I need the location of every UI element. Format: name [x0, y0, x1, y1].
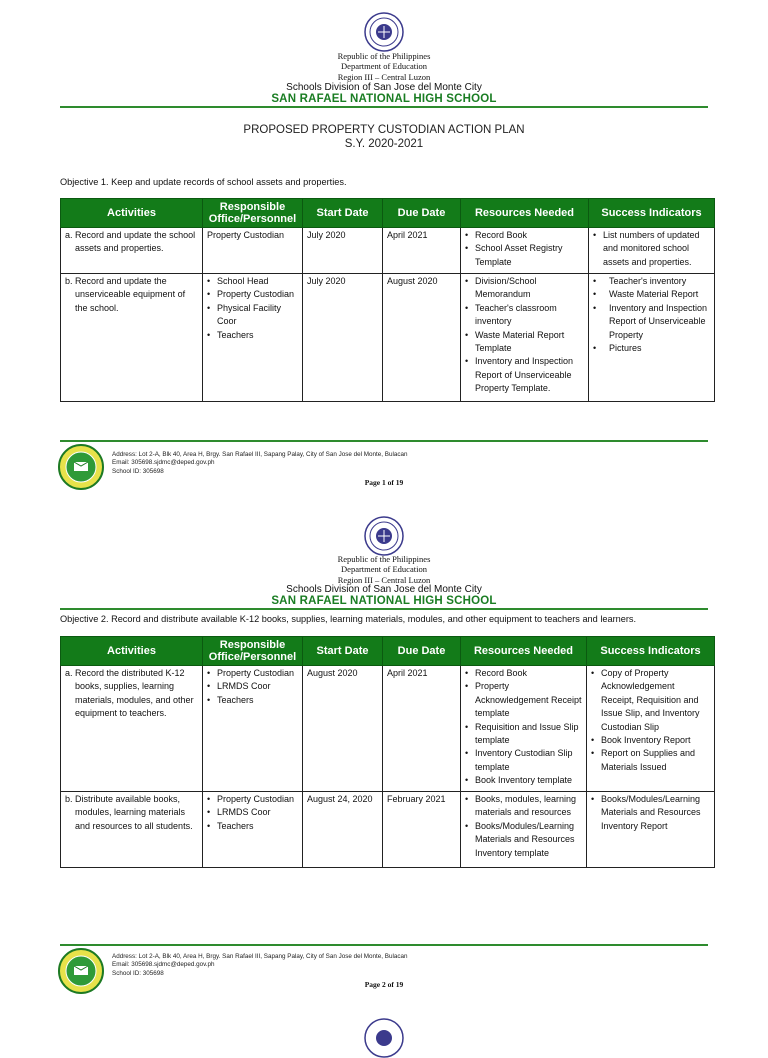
due-date: April 2021 [383, 666, 461, 792]
list-item: • Division/School Memorandum [465, 275, 584, 302]
resources-list [465, 667, 582, 788]
footer-rule [60, 944, 708, 946]
activity-text: b. Record and update the unserviceable equipment of the school. [65, 276, 186, 313]
region-label: Region III – Central Luzon [337, 575, 431, 585]
responsible-text: Property Custodian [203, 228, 303, 274]
activity-text: b. Distribute available books, modules, learning materials and resources to all students. [65, 794, 193, 831]
due-date: April 2021 [383, 228, 461, 274]
list-item: • Waste Material Report Template [465, 329, 584, 356]
start-date: August 24, 2020 [303, 792, 383, 868]
list-item: • Property Custodian [207, 288, 298, 301]
list-item: • Inventory Custodian Slip template [465, 747, 582, 774]
school-name: SAN RAFAEL NATIONAL HIGH SCHOOL [271, 595, 497, 607]
department-label: Department of Education [341, 564, 427, 574]
col-indicators: Success Indicators [589, 199, 715, 228]
responsible-list [207, 667, 298, 707]
list-item: • Record Book [465, 229, 584, 242]
list-item: • Copy of Property Acknowledgement Receipt, Requisition and Issue Slip, and Inventory Custodian Slip [591, 667, 710, 734]
footer-address: Address: Lot 2-A, Blk 40, Area H, Brgy. San Rafael III, Sapang Palay, City of San Jose del Monte, Bulacan [112, 953, 408, 960]
activity-text: a. Record and update the school assets and properties. [65, 230, 196, 254]
department-label: Department of Education [341, 61, 427, 71]
start-date: July 2020 [303, 228, 383, 274]
list-item: • Report on Supplies and Materials Issued [591, 747, 710, 774]
col-due-date: Due Date [383, 199, 461, 228]
objective-2: Objective 2. Record and distribute available K-12 books, supplies, learning materials, modules, and other equipment to teachers and learners. [60, 614, 637, 624]
list-item: • Requisition and Issue Slip template [465, 721, 582, 748]
list-item: • Record Book [465, 667, 582, 680]
list-item: • Property Custodian [207, 667, 298, 680]
list-item: • School Asset Registry Template [465, 242, 584, 269]
col-responsible: Responsible Office/Personnel [203, 637, 303, 666]
list-item: • List numbers of updated and monitored school assets and properties. [593, 229, 710, 269]
list-item: • Teachers [207, 694, 298, 707]
division-label: Schools Division of San Jose del Monte City [286, 82, 482, 93]
start-date: August 2020 [303, 666, 383, 792]
list-item: • Books/Modules/Learning Materials and Resources Inventory template [465, 820, 582, 860]
col-start-date: Start Date [303, 637, 383, 666]
due-date: February 2021 [383, 792, 461, 868]
activity-text: a. Record the distributed K-12 books, supplies, learning materials, modules, and other equipment to teachers. [65, 668, 194, 719]
col-indicators: Success Indicators [587, 637, 715, 666]
list-item: • Book Inventory Report [591, 734, 710, 747]
page-number: Page 2 of 19 [364, 980, 404, 989]
republic-label: Republic of the Philippines [337, 51, 431, 61]
col-resources: Resources Needed [461, 199, 589, 228]
document-title: PROPOSED PROPERTY CUSTODIAN ACTION PLAN [243, 124, 525, 136]
school-year: S.Y. 2020-2021 [344, 138, 424, 150]
list-item: • Teacher's inventory [593, 275, 710, 288]
table-row [61, 792, 715, 868]
list-item: • LRMDS Coor [207, 806, 298, 819]
region-label: Region III – Central Luzon [337, 72, 431, 82]
list-item: • Book Inventory template [465, 774, 582, 787]
resources-list [465, 793, 582, 860]
list-item: • Books/Modules/Learning Materials and Resources Inventory Report [591, 793, 710, 833]
list-item: • Property Custodian [207, 793, 298, 806]
list-item: • Books, modules, learning materials and resources [465, 793, 582, 820]
deped-seal-icon [364, 1018, 404, 1058]
header-rule [60, 608, 708, 610]
responsible-list [207, 793, 298, 833]
objective-1: Objective 1. Keep and update records of school assets and properties. [60, 177, 347, 187]
list-item: • Pictures [593, 342, 710, 355]
list-item: • Waste Material Report [593, 288, 710, 301]
footer-email: Email: 305698.sjdmc@deped.gov.ph [112, 961, 215, 969]
list-item: • Inventory and Inspection Report of Unserviceable Property [593, 302, 710, 342]
footer-school-id: School ID: 305698 [112, 969, 164, 977]
footer-address: Address: Lot 2-A, Blk 40, Area H, Brgy. San Rafael III, Sapang Palay, City of San Jose del Monte, Bulacan [112, 451, 408, 458]
col-responsible: Responsible Office/Personnel [203, 199, 303, 228]
action-plan-table-2 [60, 636, 715, 868]
table-row [61, 666, 715, 792]
indicators-list [591, 667, 710, 774]
start-date: July 2020 [303, 274, 383, 402]
list-item: • Teachers [207, 820, 298, 833]
school-name: SAN RAFAEL NATIONAL HIGH SCHOOL [271, 93, 497, 105]
indicators-list [591, 793, 710, 833]
deped-seal-icon [364, 516, 404, 556]
list-item: • LRMDS Coor [207, 680, 298, 693]
col-start-date: Start Date [303, 199, 383, 228]
list-item: • Physical Facility Coor [207, 302, 298, 329]
republic-label: Republic of the Philippines [337, 554, 431, 564]
list-item: • Property Acknowledgement Receipt template [465, 680, 582, 720]
col-activities: Activities [61, 199, 203, 228]
list-item: • School Head [207, 275, 298, 288]
col-due-date: Due Date [383, 637, 461, 666]
footer-school-id: School ID: 305698 [112, 467, 164, 475]
col-resources: Resources Needed [461, 637, 587, 666]
list-item: • Teachers [207, 329, 298, 342]
list-item: • Teacher's classroom inventory [465, 302, 584, 329]
page-number: Page 1 of 19 [364, 478, 404, 487]
due-date: August 2020 [383, 274, 461, 402]
division-label: Schools Division of San Jose del Monte City [286, 584, 482, 595]
footer-email: Email: 305698.sjdmc@deped.gov.ph [112, 459, 215, 467]
col-activities: Activities [61, 637, 203, 666]
list-item: • Inventory and Inspection Report of Unserviceable Property Template. [465, 355, 584, 395]
